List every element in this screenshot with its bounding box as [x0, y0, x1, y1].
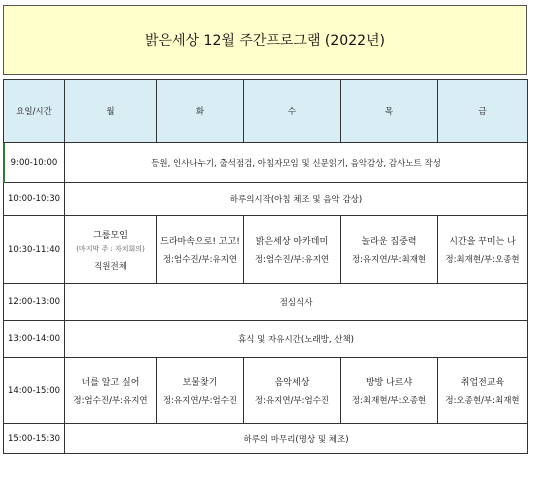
activity-name: 놀라운 집중력 [361, 237, 417, 247]
header-day-wed: 수 [244, 80, 341, 143]
activity-cell [157, 216, 244, 284]
activity-note: (마지막 주 : 자치회의) [76, 244, 145, 253]
activity-staff: 정:유지연/부:엄수진 [254, 396, 330, 406]
activity-cell [341, 358, 438, 424]
activity-staff: 직원전체 [94, 261, 127, 272]
activity-staff: 정:엄수진/부:유지연 [73, 396, 148, 406]
header-row [4, 80, 528, 143]
activity-name: 방방 나르샤 [365, 378, 413, 388]
table-row [4, 424, 528, 454]
activity-staff: 정:엄수진/부:유지연 [162, 255, 238, 265]
all-day-activity: 등원, 인사나누기, 출석점검, 아침자모임 및 신문읽기, 음악감상, 감사노트 작성 [65, 143, 528, 183]
schedule-table [3, 79, 528, 454]
activity-staff: 정:유지연/부:최재현 [351, 255, 427, 265]
time-cell: 14:00-15:00 [4, 358, 65, 424]
header-day-tue: 화 [157, 80, 244, 143]
time-cell: 10:30-11:40 [4, 216, 65, 284]
table-row [4, 284, 528, 321]
header-day-mon: 월 [65, 80, 157, 143]
activity-staff: 정:엄수진/부:유지연 [254, 255, 330, 265]
activity-name: 밝은세상 아카데미 [255, 237, 329, 247]
all-day-activity: 점심식사 [65, 284, 528, 321]
activity-name: 드라마속으로! 고고! [160, 237, 240, 247]
activity-name: 음악세상 [274, 378, 310, 388]
time-cell: 12:00-13:00 [4, 284, 65, 321]
activity-name: 취업전교육 [460, 378, 505, 388]
page-title: 밝은세상 12월 주간프로그램 (2022년) [3, 5, 527, 75]
activity-name: 시간을 꾸미는 나 [449, 237, 516, 247]
activity-name: 보물찾기 [182, 378, 218, 388]
activity-name: 그룹모임 [93, 230, 128, 241]
all-day-activity: 하루의시작(아침 체조 및 음악 감상) [65, 183, 528, 216]
table-row [4, 183, 528, 216]
activity-staff: 정:최재현/부:오종현 [445, 255, 520, 265]
header-day-thu: 목 [341, 80, 438, 143]
activity-cell [438, 358, 528, 424]
table-row [4, 321, 528, 358]
header-corner: 요일/시간 [4, 80, 65, 143]
activity-cell [157, 358, 244, 424]
table-row [4, 358, 528, 424]
activity-cell [341, 216, 438, 284]
activity-staff: 정:최재현/부:오종현 [351, 396, 427, 406]
selected-row-marker [3, 143, 5, 183]
activity-cell [65, 358, 157, 424]
activity-cell [65, 216, 157, 284]
all-day-activity: 하루의 마무리(명상 및 체조) [65, 424, 528, 454]
time-cell: 9:00-10:00 [4, 143, 65, 183]
activity-staff: 정:오종현/부:최재현 [445, 396, 520, 406]
time-cell: 15:00-15:30 [4, 424, 65, 454]
header-day-fri: 금 [438, 80, 528, 143]
activity-staff: 정:유지연/부:엄수진 [162, 396, 238, 406]
activity-name: 너를 알고 싶어 [81, 378, 140, 388]
table-row [4, 143, 528, 183]
time-cell: 10:00-10:30 [4, 183, 65, 216]
table-row [4, 216, 528, 284]
time-cell: 13:00-14:00 [4, 321, 65, 358]
activity-cell [438, 216, 528, 284]
activity-cell [244, 358, 341, 424]
all-day-activity: 휴식 및 자유시간(노래방, 산책) [65, 321, 528, 358]
activity-cell [244, 216, 341, 284]
